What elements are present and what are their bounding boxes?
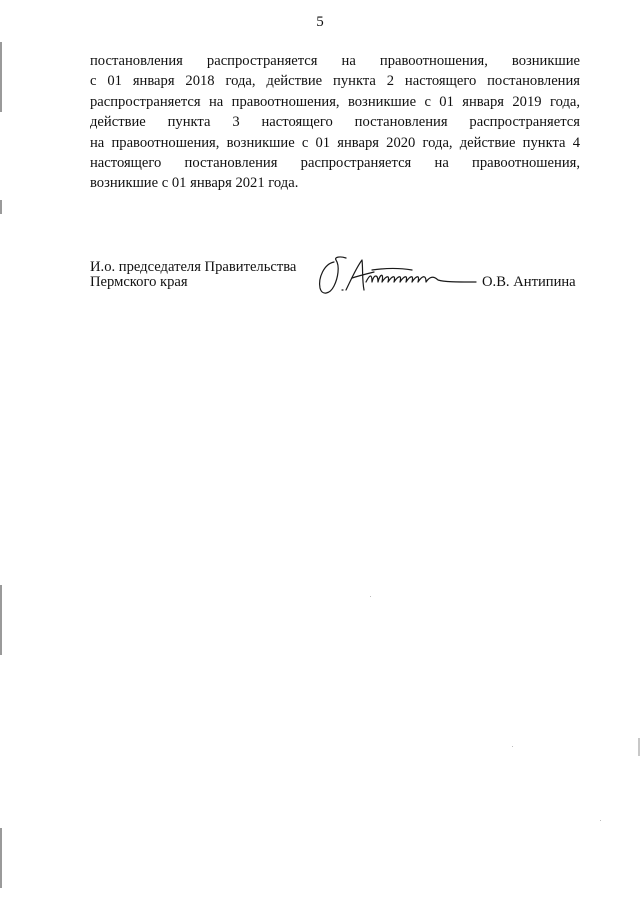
signature-stroke: [366, 275, 476, 282]
paragraph-line: настоящего постановления распространяется на правоотношения,: [90, 154, 580, 171]
scan-speck: [512, 746, 513, 747]
signature-stroke: [372, 269, 412, 271]
paragraph-line: постановления распространяется на правоотношения, возникшие: [90, 53, 580, 69]
signature-stroke: [320, 257, 346, 293]
scan-edge-mark: [0, 585, 2, 655]
paragraph-line: возникшие с 01 января 2021 года.: [90, 175, 299, 192]
paragraph: [90, 51, 580, 194]
scan-edge-mark: [0, 828, 2, 888]
paragraph-line: с 01 января 2018 года, действие пункта 2 настоящего постановления: [90, 73, 580, 90]
scan-edge-mark: [0, 42, 2, 112]
page-number: 5: [316, 14, 324, 30]
handwritten-signature: [316, 252, 486, 300]
paragraph-line: действие пункта 3 настоящего постановления распространяется: [90, 114, 580, 131]
signatory-position-line: Пермского края: [90, 274, 188, 290]
scan-edge-mark: [0, 200, 2, 214]
paragraph-line: на правоотношения, возникшие с 01 января 2020 года, действие пункта 4: [90, 134, 580, 151]
signatory-name: О.В. Антипина: [482, 274, 576, 290]
scan-speck: [370, 596, 371, 597]
signatory-position-line: И.о. председателя Правительства: [90, 259, 297, 275]
signatory-position: [90, 260, 296, 290]
paragraph-line: распространяется на правоотношения, возникшие с 01 января 2019 года,: [90, 93, 580, 110]
scan-speck: [600, 820, 601, 821]
